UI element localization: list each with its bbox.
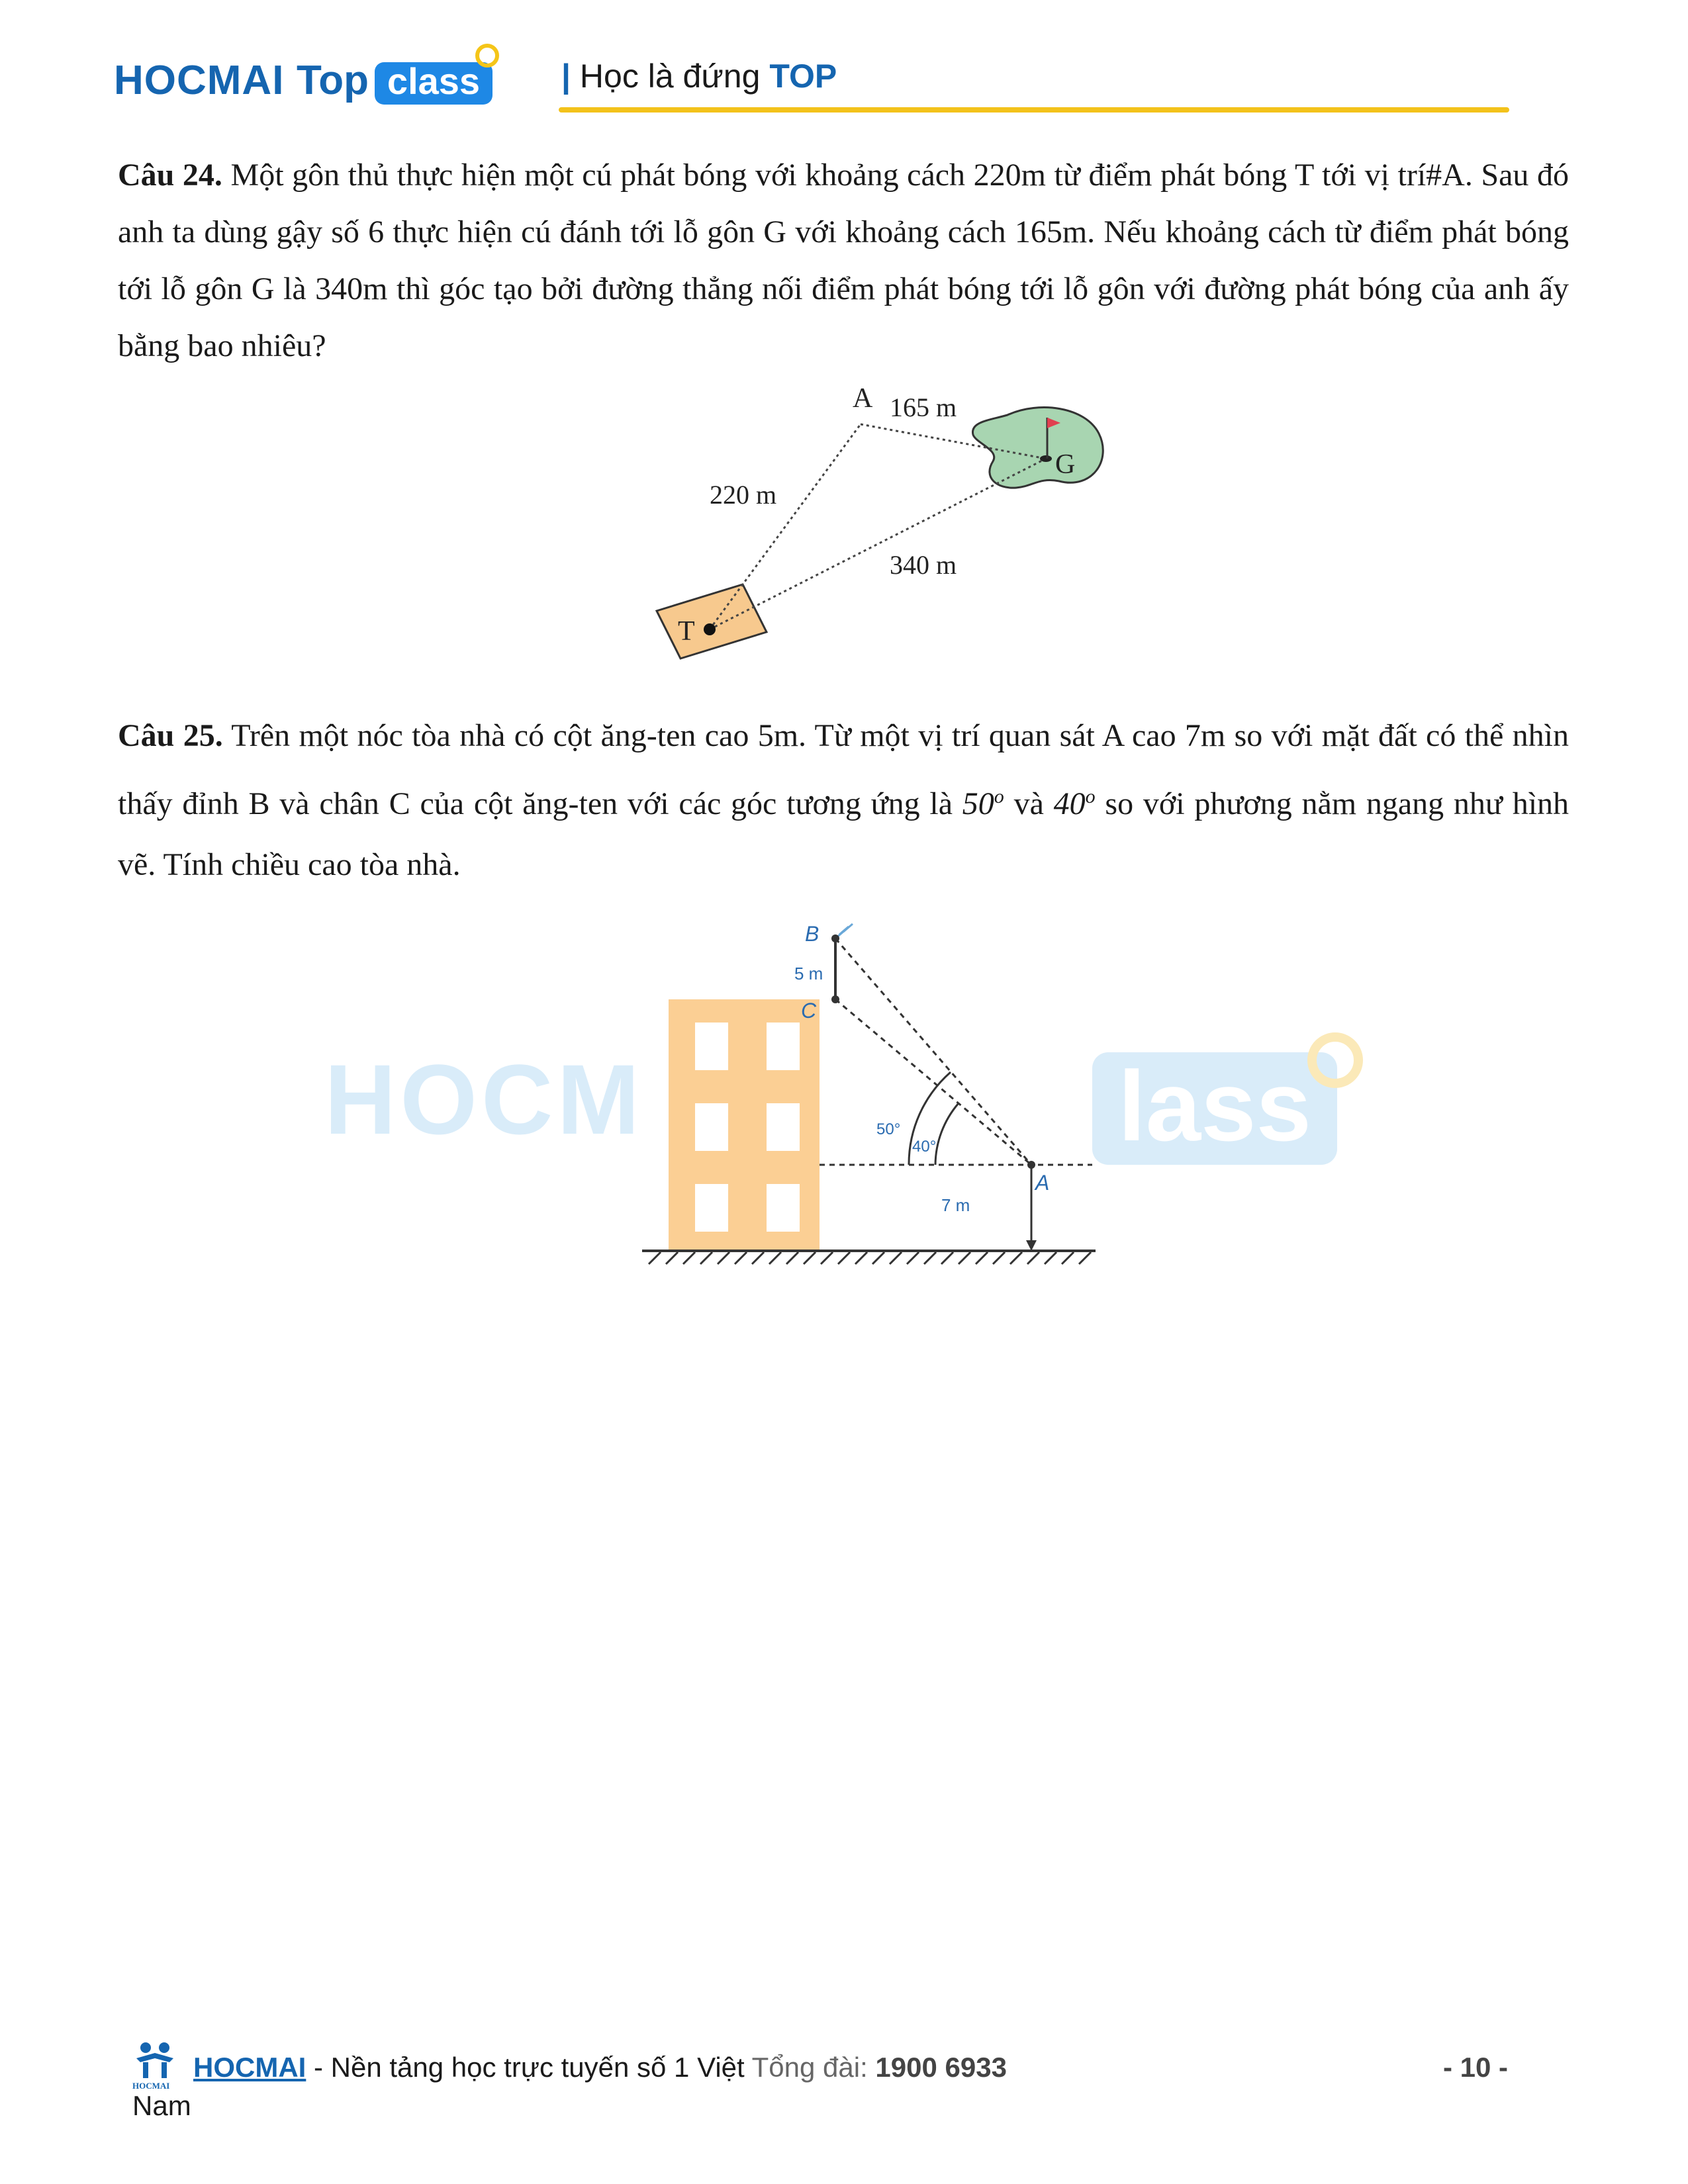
label-7m: 7 m (941, 1195, 970, 1215)
ground-hatching (649, 1252, 1091, 1264)
window (695, 1184, 728, 1232)
question-25-label: Câu 25. (118, 718, 223, 753)
label-A: A (853, 383, 873, 414)
arrow-down-icon (1026, 1240, 1037, 1251)
tagline-top: TOP (769, 58, 837, 95)
window (767, 1103, 800, 1151)
conjunction: và (1013, 786, 1044, 821)
question-25 (118, 705, 1569, 895)
label-angle-40: 40° (912, 1138, 937, 1156)
header-tagline (561, 57, 837, 95)
question-25-text-1: Trên một nóc tòa nhà có cột ăng-ten cao 5m. Từ một vị trí quan sát A cao 7m so với mặt đất có thể nhìn thấy đỉnh B và chân C của cột ăng-ten với các góc tương ứng là (118, 718, 1570, 821)
distance-TA: 220 m (710, 480, 777, 510)
logo-top: Top (297, 58, 369, 103)
label-A: A (1035, 1171, 1050, 1195)
watermark-left: HOCM (324, 1044, 644, 1155)
watermark-sun-icon (1307, 1032, 1363, 1088)
distance-TG: 340 m (890, 550, 957, 580)
label-B: B (805, 922, 820, 946)
angle-40: 40$^o$ (1053, 786, 1096, 821)
question-25-text-2: so với phương nằm ngang như hình vẽ. Tính chiều cao tòa nhà. (118, 786, 1570, 882)
page-number: - 10 - (1443, 2052, 1509, 2083)
angle-arc-40 (935, 1103, 959, 1165)
window (695, 1023, 728, 1070)
label-T: T (678, 616, 695, 647)
logo-hocmai: HOCMAI (114, 58, 285, 103)
window (767, 1184, 800, 1232)
label-5m: 5 m (794, 964, 823, 983)
footer-desc-end: Nam (132, 2090, 191, 2121)
footer-brand-link[interactable]: HOCMAI (193, 2052, 306, 2083)
tee-box (657, 584, 767, 659)
label-G: G (1055, 449, 1076, 480)
figure-golf-diagram (635, 381, 1139, 685)
label-angle-50: 50° (876, 1120, 901, 1138)
question-24-text: Một gôn thủ thực hiện một cú phát bóng với khoảng cách 220m từ điểm phát bóng T tới vị trí#A. Sau đó anh ta dùng gậy số 6 thực hiện cú đánh tới lỗ gôn G với khoảng cách 165m. Nếu khoảng cách từ điểm phát bóng tới lỗ gôn G là 340m thì góc tạo bởi đường thẳng nối điểm phát bóng tới lỗ gôn với đường phát bóng của anh ấy bằng bao nhiêu? (118, 158, 1569, 363)
distance-AG: 165 m (890, 392, 957, 422)
svg-text:HOCMAI: HOCMAI (132, 2081, 170, 2091)
tagline-text: Học là đứng (579, 58, 761, 95)
tee-point (704, 623, 716, 635)
window (767, 1023, 800, 1070)
hocmai-footer-logo (130, 2038, 183, 2091)
footer-text (193, 2052, 1007, 2083)
window (695, 1103, 728, 1151)
label-C: C (801, 999, 817, 1023)
question-24-label: Câu 24. (118, 158, 222, 193)
point-A (1027, 1161, 1035, 1169)
header-divider (559, 107, 1509, 113)
footer-desc: - Nền tảng học trực tuyến số 1 Việt (314, 2052, 745, 2083)
sun-icon (475, 44, 499, 68)
angle-50: 50$^o$ (962, 786, 1004, 821)
question-24 (118, 147, 1569, 375)
line-TA (710, 424, 861, 629)
footer-hotline: 1900 6933 (875, 2052, 1007, 2083)
watermark-right: lass (1118, 1050, 1311, 1161)
golf-hole (1040, 455, 1052, 462)
logo-class: class (387, 60, 481, 102)
footer-hotline-label: Tổng đài: (751, 2052, 868, 2083)
tagline-separator: | (561, 58, 571, 95)
green-area (972, 408, 1103, 488)
figure-building-diagram (635, 913, 1112, 1284)
sight-line-AB (835, 938, 1031, 1165)
